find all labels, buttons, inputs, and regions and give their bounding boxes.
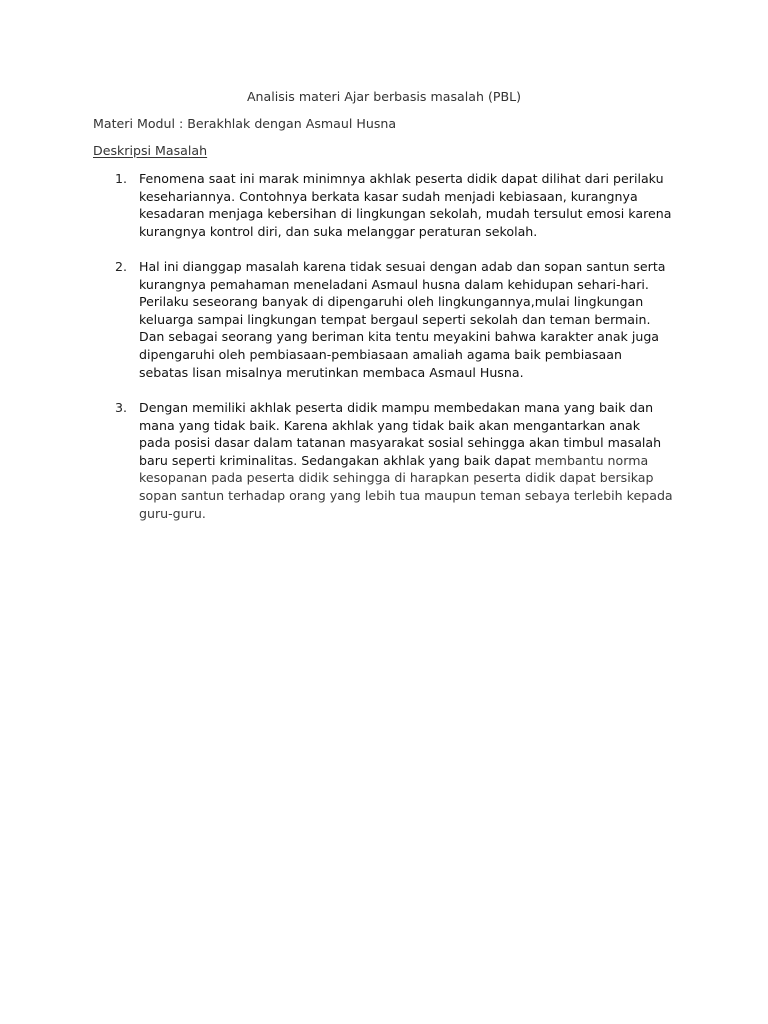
list-item-text bbox=[139, 399, 673, 522]
list-item bbox=[93, 258, 673, 381]
list-item-text-main: Dengan memiliki akhlak peserta didik mampu membedakan mana yang baik dan mana yang tidak baik. Karena akhlak yang tidak baik akan mengantarkan anak pada posisi dasar dalam tatanan masyarakat sosial sehingga akan timbul masalah baru seperti kriminalitas. Sedangakan akhlak yang baik dapat bbox=[139, 400, 662, 468]
list-item bbox=[93, 399, 673, 522]
document-title: Analisis materi Ajar berbasis masalah (PBL) bbox=[246, 89, 522, 104]
problem-list-item-3 bbox=[93, 399, 673, 522]
list-number: 3. bbox=[115, 400, 128, 415]
list-number: 1. bbox=[115, 171, 128, 186]
list-item-text-tail: membantu norma kesopanan pada peserta didik sehingga di harapkan peserta didik dapat bersikap sopan santun terhadap orang yang lebih tua maupun teman sebaya terlebih kepada guru-guru. bbox=[139, 452, 673, 521]
list-item-text: Fenomena saat ini marak minimnya akhlak peserta didik dapat dilihat dari perilaku kesehariannya. Contohnya berkata kasar sudah menjadi kebiasaan, kurangnya kesadaran menjaga kebersihan di lingkungan sekolah, mudah tersulut emosi karena kurangnya kontrol diri, dan suka melanggar peraturan sekolah. bbox=[139, 171, 672, 239]
list-item-text: Hal ini dianggap masalah karena tidak sesuai dengan adab dan sopan santun serta kurangnya pemahaman meneladani Asmaul husna dalam kehidupan sehari-hari. Perilaku seseorang banyak di dipengaruhi oleh lingkungannya,mulai lingkungan keluarga sampai lingkungan tempat bergaul seperti sekolah dan teman bermain. Dan sebagai seorang yang beriman kita tentu meyakini bahwa karakter anak juga dipengaruhi oleh pembiasaan-pembiasaan amaliah agama baik pembiasaan sebatas lisan misalnya merutinkan membaca Asmaul Husna. bbox=[139, 259, 666, 380]
module-line: Materi Modul : Berakhlak dengan Asmaul Husna bbox=[93, 116, 397, 131]
section-heading: Deskripsi Masalah bbox=[93, 143, 208, 158]
problem-list-item-2 bbox=[93, 258, 673, 381]
problem-list-item-1 bbox=[93, 170, 673, 240]
list-number: 2. bbox=[115, 259, 128, 274]
list-item bbox=[93, 170, 673, 240]
